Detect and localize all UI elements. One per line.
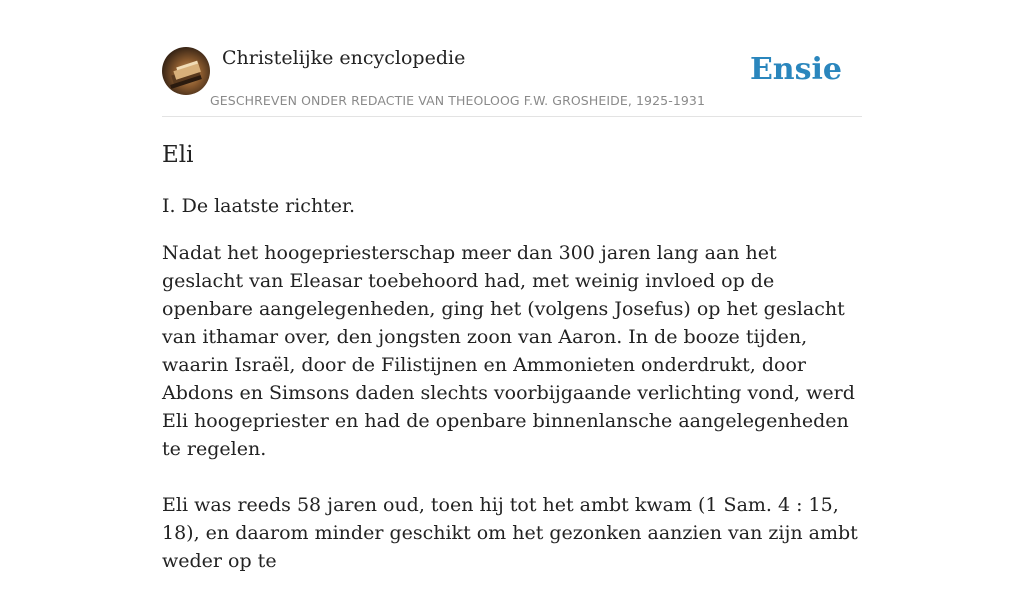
article-paragraph: Eli was reeds 58 jaren oud, toen hij tot het ambt kwam (1 Sam. 4 : 15, 18), en daarom minder geschikt om het gezonken aanzien van zijn ambt weder op te	[162, 494, 858, 572]
site-header	[162, 44, 862, 117]
section-heading: I. De laatste richter.	[162, 195, 356, 217]
site-name[interactable]: Christelijke encyclopedie	[222, 47, 466, 69]
article-body	[162, 192, 862, 603]
article-title: Eli	[162, 142, 194, 168]
article-paragraph: Nadat het hoogepriesterschap meer dan 300 jaren lang aan het geslacht van Eleasar toebehoord had, met weinig invloed op de openbare aangelegenheden, ging het (volgens Josefus) op het geslacht van ithamar over, den jongsten zoon van Aaron. In de booze tijden, waarin Israël, door de Filistijnen en Ammonieten onderdrukt, door Abdons en Simsons daden slechts voorbijgaande verlichting vond, werd Eli hoogepriester en had de openbare binnenlansche aangelegenheden te regelen.	[162, 242, 855, 460]
site-subtitle: GESCHREVEN ONDER REDACTIE VAN THEOLOOG F.W. GROSHEIDE, 1925-1931	[210, 93, 706, 108]
book-photo-icon	[162, 47, 210, 95]
avatar[interactable]	[162, 47, 210, 95]
brand-logo[interactable]: Ensie	[749, 52, 842, 87]
